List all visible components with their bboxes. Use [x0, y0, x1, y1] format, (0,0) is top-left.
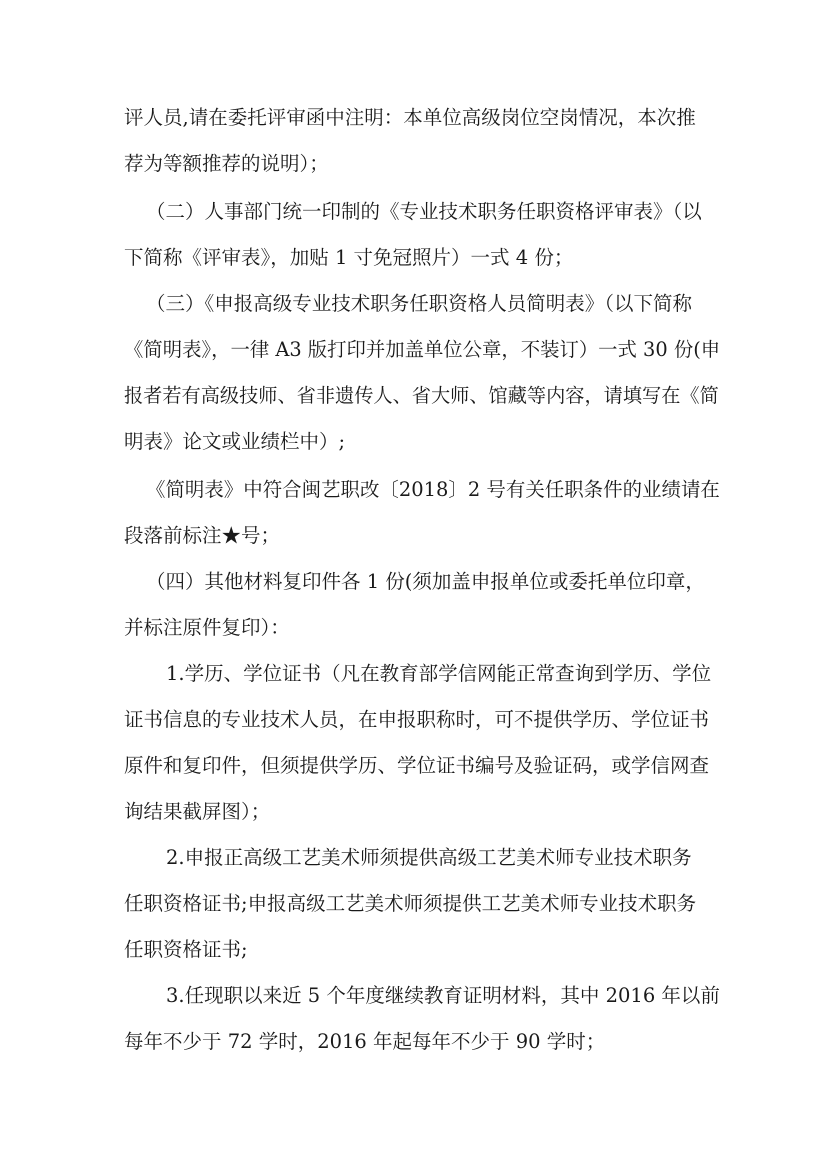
text-line: 原件和复印件，但须提供学历、学位证书编号及验证码，或学信网查: [124, 754, 710, 777]
text-line: 下简称《评审表》，加贴 1 寸免冠照片）一式 4 份；: [124, 246, 574, 269]
text-line: 并标注原件复印）：: [124, 616, 290, 639]
text-line: 评人员,请在委托评审函中注明：本单位高级岗位空岗情况，本次推: [124, 106, 696, 129]
text-line: 段落前标注★号；: [124, 524, 281, 547]
text-line: 2.申报正高级工艺美术师须提供高级工艺美术师专业技术职务: [166, 846, 692, 869]
text-line: 3.任现职以来近 5 个年度继续教育证明材料，其中 2016 年以前: [166, 984, 720, 1007]
text-line: 《简明表》中符合闽艺职改〔2018〕2 号有关任职条件的业绩请在: [146, 478, 720, 501]
text-line: （三）《申报高级专业技术职务任职资格人员简明表》（以下简称: [146, 292, 693, 315]
text-line: 1.学历、学位证书（凡在教育部学信网能正常查询到学历、学位: [166, 662, 712, 685]
text-line: 证书信息的专业技术人员，在申报职称时，可不提供学历、学位证书: [124, 708, 710, 731]
text-line: 明表》论文或业绩栏中）;: [124, 430, 346, 453]
text-line: 任职资格证书;: [124, 938, 248, 961]
text-line: 每年不少于 72 学时，2016 年起每年不少于 90 学时；: [124, 1030, 606, 1053]
text-line: 任职资格证书;申报高级工艺美术师须提供工艺美术师专业技术职务: [124, 892, 697, 915]
text-line: （四）其他材料复印件各 1 份(须加盖申报单位或委托单位印章，: [146, 570, 705, 593]
text-line: 询结果截屏图）；: [124, 800, 271, 823]
text-line: 荐为等额推荐的说明）；: [124, 152, 329, 175]
text-line: 报者若有高级技师、省非遗传人、省大师、馆藏等内容，请填写在《简: [124, 384, 719, 407]
text-line: 《简明表》，一律 A3 版打印并加盖单位公章，不装订）一式 30 份(申: [124, 338, 721, 361]
text-line: （二）人事部门统一印制的《专业技术职务任职资格评审表》（以: [146, 200, 702, 223]
